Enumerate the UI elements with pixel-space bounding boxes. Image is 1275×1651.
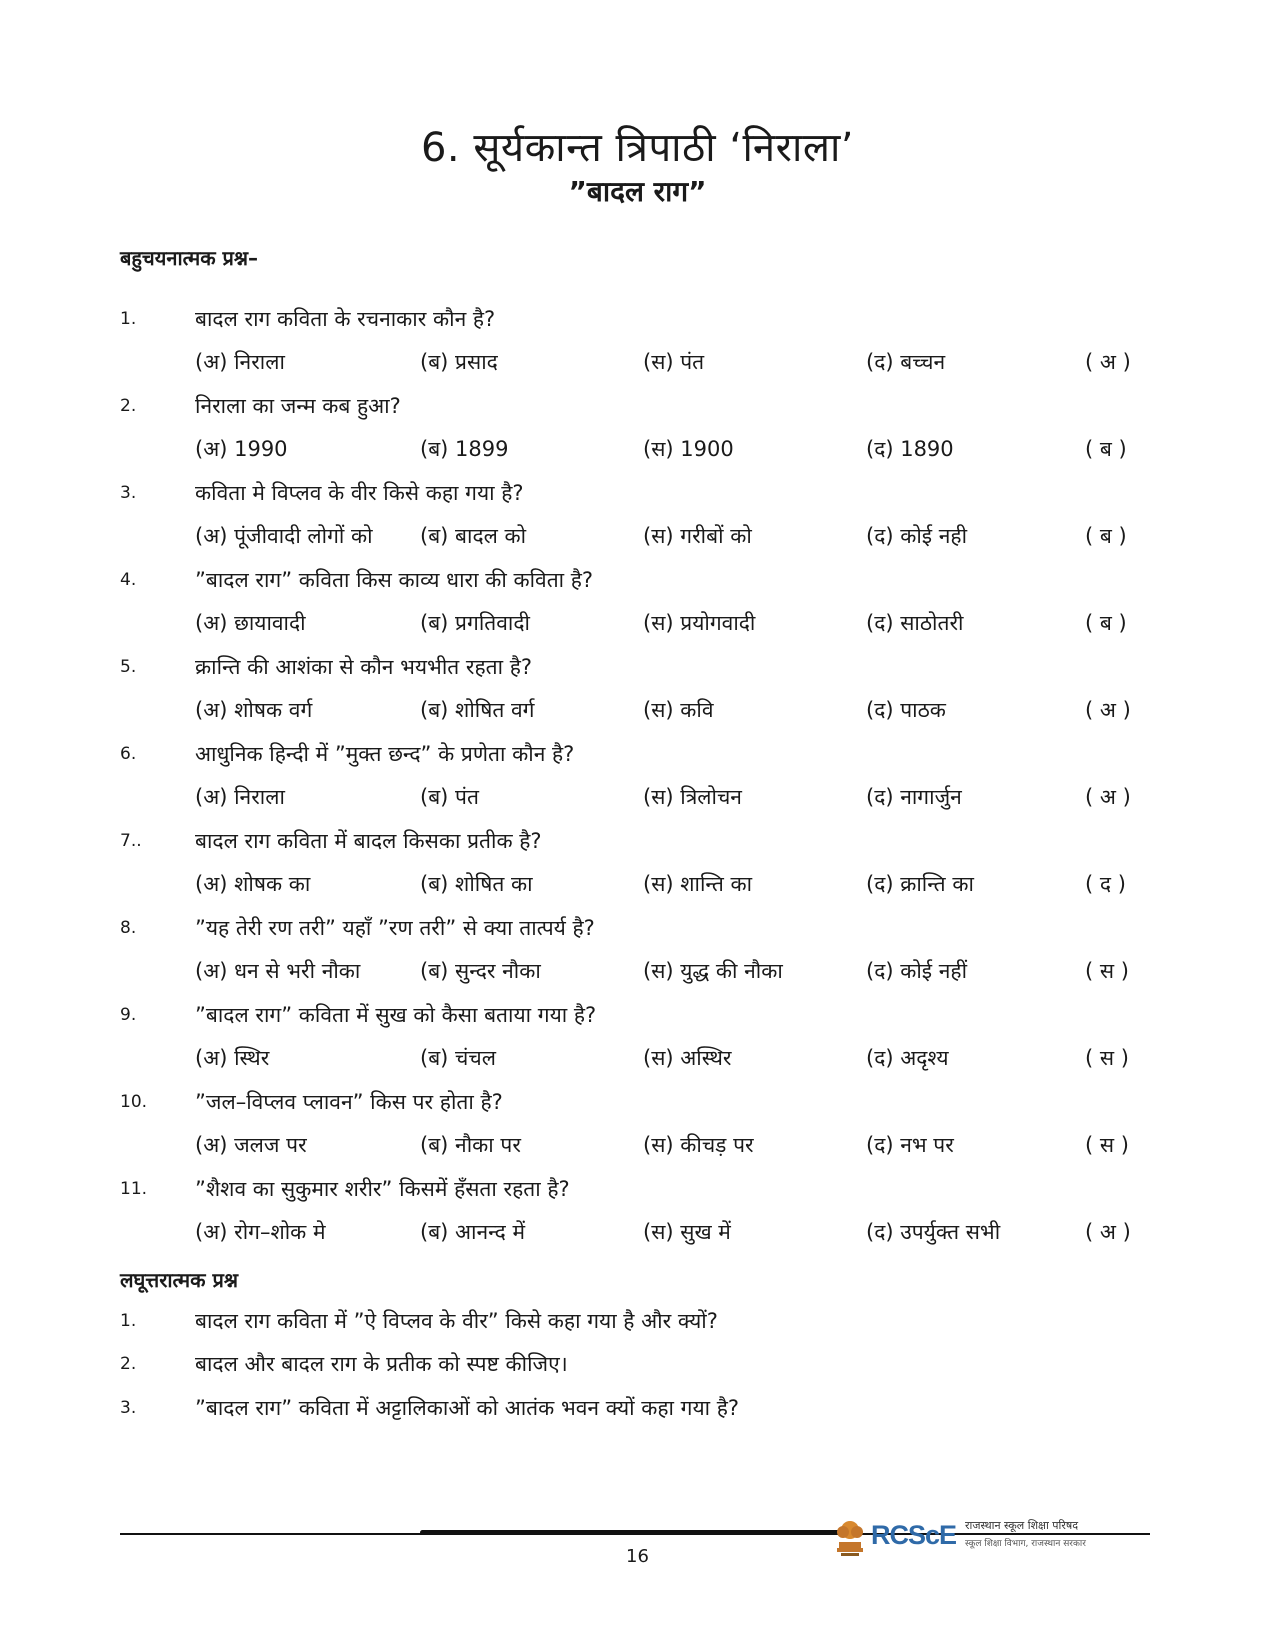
question-text: बादल राग कविता के रचनाकार कौन है?	[195, 307, 496, 331]
option-c: (स) त्रिलोचन	[643, 785, 742, 809]
mcq-heading: बहुचयनात्मक प्रश्न–	[120, 246, 259, 270]
option-a: (अ) धन से भरी नौका	[195, 959, 361, 983]
question-text: ”बादल राग” कविता में अट्टालिकाओं को आतंक भवन क्यों कहा गया है?	[195, 1396, 740, 1420]
logo-subtitle: राजस्थान स्कूल शिक्षा परिषद	[965, 1519, 1079, 1532]
options-row	[120, 783, 1160, 817]
question-row	[120, 1175, 1160, 1209]
option-c: (स) शान्ति का	[643, 872, 753, 896]
option-a: (अ) शोषक वर्ग	[195, 698, 313, 722]
options-row	[120, 1131, 1160, 1165]
option-b: (ब) सुन्दर नौका	[420, 959, 541, 983]
answer-key: ( स )	[1085, 1133, 1129, 1157]
short-question-row	[120, 1307, 1160, 1341]
option-d: (द) बच्चन	[866, 350, 946, 374]
page-subtitle: ”बादल राग”	[568, 175, 707, 208]
question-row	[120, 566, 1160, 600]
option-b: (ब) शोषित वर्ग	[420, 698, 535, 722]
option-a: (अ) पूंजीवादी लोगों को	[195, 524, 373, 548]
question-text: क्रान्ति की आशंका से कौन भयभीत रहता है?	[195, 655, 533, 679]
question-text: ”बादल राग” कविता में सुख को कैसा बताया गया है?	[195, 1003, 597, 1027]
answer-key: ( अ )	[1085, 698, 1131, 722]
question-number: 3.	[120, 1398, 137, 1418]
option-a: (अ) निराला	[195, 785, 285, 809]
option-b: (ब) नौका पर	[420, 1133, 521, 1157]
option-a: (अ) शोषक का	[195, 872, 311, 896]
question-number: 2.	[120, 396, 137, 416]
question-text: ”बादल राग” कविता किस काव्य धारा की कविता है?	[195, 568, 594, 592]
question-text: ”यह तेरी रण तरी” यहाँ ”रण तरी” से क्या तात्पर्य है?	[195, 916, 595, 940]
answer-key: ( ब )	[1085, 524, 1127, 548]
option-b: (ब) बादल को	[420, 524, 527, 548]
page-title: 6. सूर्यकान्त त्रिपाठी ‘निराला’	[420, 125, 855, 171]
option-d: (द) नागार्जुन	[866, 785, 962, 809]
option-c: (स) अस्थिर	[643, 1046, 732, 1070]
option-b: (ब) चंचल	[420, 1046, 496, 1070]
question-text: बादल राग कविता में ”ऐ विप्लव के वीर” किसे कहा गया है और क्यों?	[195, 1309, 718, 1333]
answer-key: ( स )	[1085, 1046, 1129, 1070]
short-question-row	[120, 1350, 1160, 1384]
option-a: (अ) छायावादी	[195, 611, 306, 635]
question-number: 2.	[120, 1354, 137, 1374]
answer-key: ( अ )	[1085, 1220, 1131, 1244]
question-text: कविता मे विप्लव के वीर किसे कहा गया है?	[195, 481, 524, 505]
options-row	[120, 1044, 1160, 1078]
options-row	[120, 435, 1160, 469]
option-c: (स) पंत	[643, 350, 705, 374]
option-c: (स) कीचड़ पर	[643, 1133, 754, 1157]
question-row	[120, 827, 1160, 861]
option-d: (द) पाठक	[866, 698, 946, 722]
question-text: ”जल–विप्लव प्लावन” किस पर होता है?	[195, 1090, 503, 1114]
question-row	[120, 392, 1160, 426]
question-row	[120, 914, 1160, 948]
option-c: (स) युद्ध की नौका	[643, 959, 783, 983]
question-text: ”शैशव का सुकुमार शरीर” किसमें हँसता रहता है?	[195, 1177, 570, 1201]
option-b: (ब) प्रगतिवादी	[420, 611, 530, 635]
option-a: (अ) जलज पर	[195, 1133, 307, 1157]
options-row	[120, 348, 1160, 382]
question-row	[120, 305, 1160, 339]
question-number: 11.	[120, 1179, 148, 1199]
options-row	[120, 870, 1160, 904]
footer-divider-accent	[420, 1530, 840, 1535]
question-number: 6.	[120, 744, 137, 764]
option-a: (अ) रोग–शोक मे	[195, 1220, 326, 1244]
logo-text: RCScE	[871, 1520, 957, 1550]
answer-key: ( स )	[1085, 959, 1129, 983]
options-row	[120, 522, 1160, 556]
short-answer-heading: लघूत्तरात्मक प्रश्न	[120, 1268, 238, 1292]
answer-key: ( ब )	[1085, 437, 1127, 461]
question-number: 3.	[120, 483, 137, 503]
option-a: (अ) 1990	[195, 437, 288, 461]
question-number: 8.	[120, 918, 137, 938]
options-row	[120, 1218, 1160, 1252]
option-b: (ब) पंत	[420, 785, 479, 809]
option-d: (द) क्रान्ति का	[866, 872, 974, 896]
question-row	[120, 479, 1160, 513]
question-row	[120, 740, 1160, 774]
option-a: (अ) निराला	[195, 350, 285, 374]
question-number: 4.	[120, 570, 137, 590]
question-number: 10.	[120, 1092, 148, 1112]
option-d: (द) अदृश्य	[866, 1046, 949, 1070]
page-number: 16	[626, 1546, 649, 1567]
option-b: (ब) आनन्द में	[420, 1220, 526, 1244]
answer-key: ( अ )	[1085, 785, 1131, 809]
options-row	[120, 696, 1160, 730]
option-d: (द) नभ पर	[866, 1133, 954, 1157]
option-c: (स) 1900	[643, 437, 734, 461]
option-d: (द) 1890	[866, 437, 954, 461]
question-row	[120, 1001, 1160, 1035]
question-text: आधुनिक हिन्दी में ”मुक्त छन्द” के प्रणेता कौन है?	[195, 742, 575, 766]
option-d: (द) कोई नहीं	[866, 959, 968, 983]
question-number: 5.	[120, 657, 137, 677]
question-row	[120, 1088, 1160, 1122]
options-row	[120, 957, 1160, 991]
option-d: (द) कोई नही	[866, 524, 968, 548]
option-d: (द) साठोतरी	[866, 611, 964, 635]
short-question-row	[120, 1394, 1160, 1428]
option-c: (स) प्रयोगवादी	[643, 611, 756, 635]
question-number: 1.	[120, 1311, 137, 1331]
ashoka-emblem-icon	[835, 1512, 865, 1558]
option-d: (द) उपर्युक्त सभी	[866, 1220, 1001, 1244]
question-row	[120, 653, 1160, 687]
option-b: (ब) 1899	[420, 437, 509, 461]
option-c: (स) कवि	[643, 698, 714, 722]
option-b: (ब) शोषित का	[420, 872, 533, 896]
question-number: 7..	[120, 831, 142, 851]
option-c: (स) गरीबों को	[643, 524, 752, 548]
question-text: बादल राग कविता में बादल किसका प्रतीक है?	[195, 829, 542, 853]
option-b: (ब) प्रसाद	[420, 350, 498, 374]
option-c: (स) सुख में	[643, 1220, 731, 1244]
answer-key: ( ब )	[1085, 611, 1127, 635]
question-number: 1.	[120, 309, 137, 329]
rcsce-logo	[835, 1512, 1135, 1562]
answer-key: ( द )	[1085, 872, 1126, 896]
options-row	[120, 609, 1160, 643]
question-number: 9.	[120, 1005, 137, 1025]
option-a: (अ) स्थिर	[195, 1046, 270, 1070]
question-text: बादल और बादल राग के प्रतीक को स्पष्ट कीजिए।	[195, 1352, 568, 1376]
answer-key: ( अ )	[1085, 350, 1131, 374]
question-text: निराला का जन्म कब हुआ?	[195, 394, 401, 418]
logo-subtitle-secondary: स्कूल शिक्षा विभाग, राजस्थान सरकार	[965, 1539, 1086, 1549]
